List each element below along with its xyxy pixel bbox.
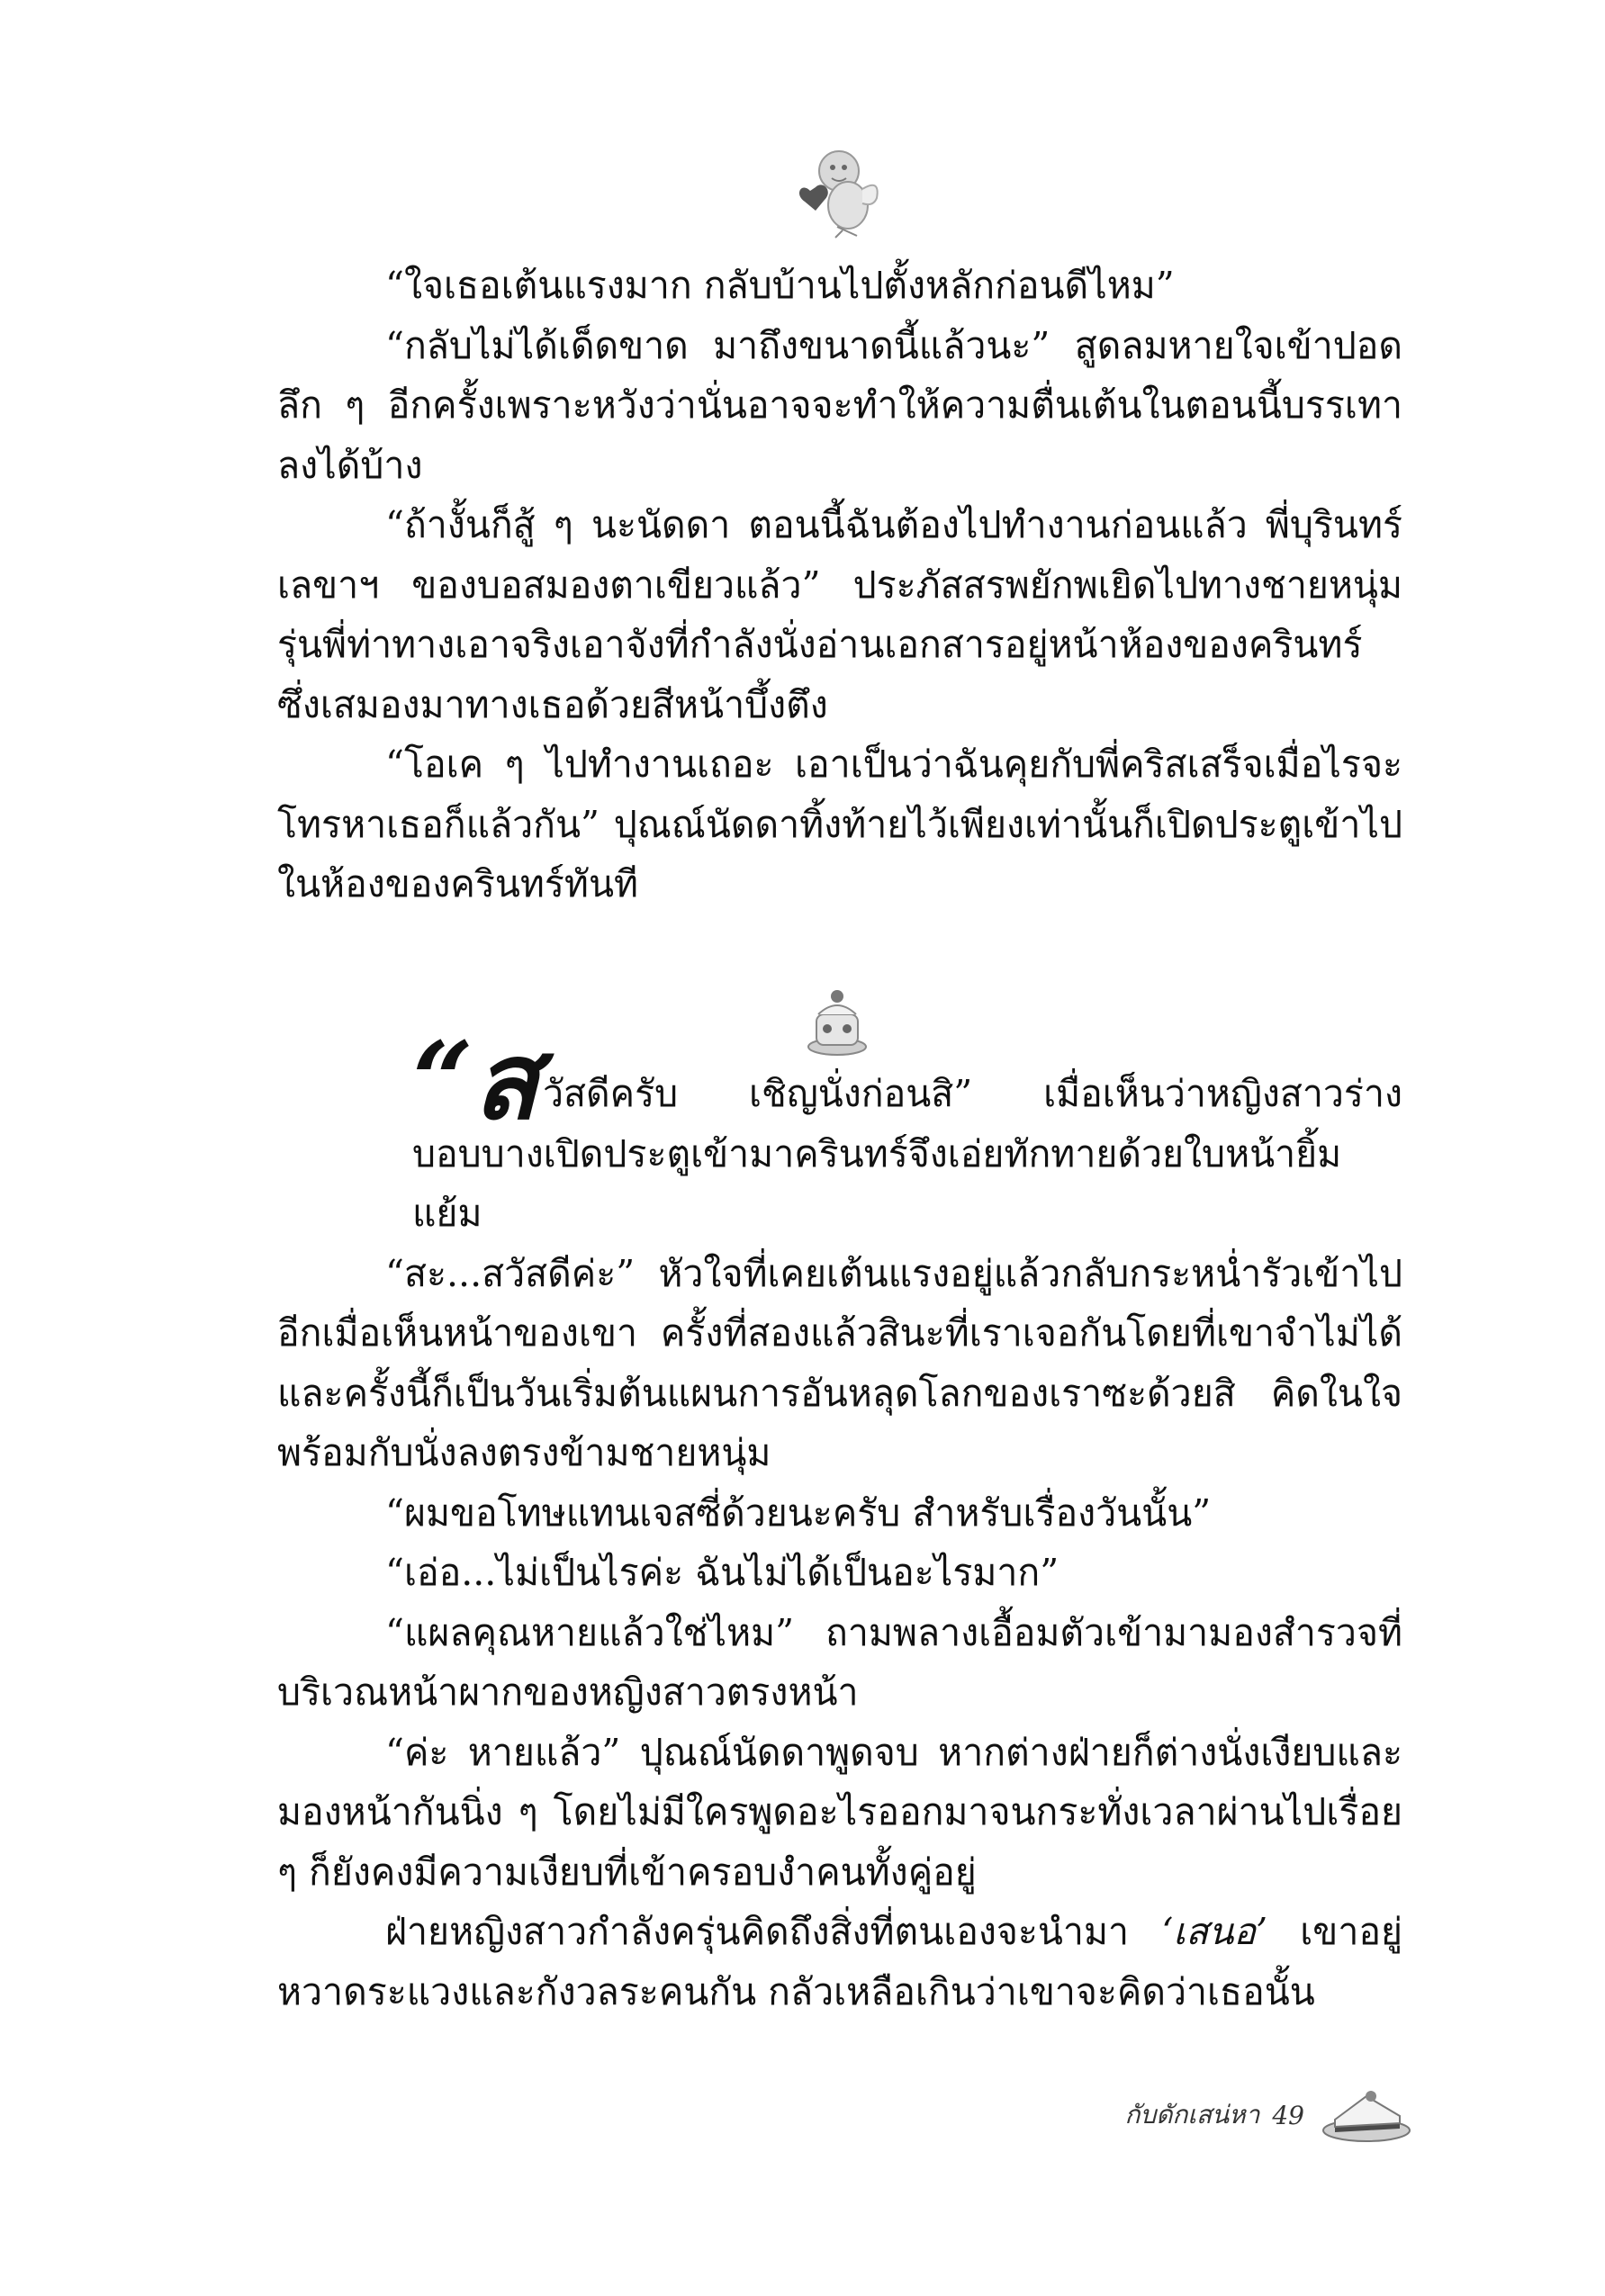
paragraph [277, 1902, 1402, 2021]
page-number: 49 [1272, 2100, 1304, 2130]
paragraph: “สะ...สวัสดีค่ะ” หัวใจที่เคยเต้นแรงอยู่แล้วกลับกระหน่ำรัวเข้าไปอีกเมื่อเห็นหน้าของเขา ครั้งที่สองแล้วสินะที่เราเจอกันโดยที่เขาจำไม่ได้ และครั้งนี้ก็เป็นวันเริ่มต้นแผนการอันหลุดโลกของเราซะด้วยสิ คิดในใจพร้อมกับนั่งลงตรงข้ามชายหนุ่ม [277, 1251, 1402, 1474]
drop-cap: “ส [412, 1018, 538, 1143]
paragraph: “โอเค ๆ ไปทำงานเถอะ เอาเป็นว่าฉันคุยกับพี่คริสเสร็จเมื่อไรจะโทรหาเธอก็แล้วกัน” ปุณณ์นัดดาทิ้งท้ายไว้เพียงเท่านั้นก็เปิดประตูเข้าไปในห้องของครินทร์ทันที [277, 743, 1402, 905]
drop-cap-text: วัสดีครับ เชิญนั่งก่อนสิ” เมื่อเห็นว่าหญิงสาวร่างบอบบางเปิดประตูเข้ามาครินทร์จึงเอ่ยทักทายด้วยใบหน้ายิ้มแย้ม [412, 1072, 1402, 1235]
drop-cap-paragraph [277, 1018, 1402, 1244]
paragraph: “ใจเธอเต้นแรงมาก กลับบ้านไปตั้งหลักก่อนดีไหม” [385, 264, 1175, 307]
book-title: กับดักเสน่หา [1124, 2100, 1260, 2129]
section-two [277, 1018, 1402, 2021]
paragraph-text: ฝ่ายหญิงสาวกำลังครุ่นคิดถึงสิ่งที่ตนเองจะนำมา [385, 1910, 1162, 1953]
paragraph: “แผลคุณหายแล้วใช่ไหม” ถามพลางเอื้อมตัวเข้ามามองสำรวจที่บริเวณหน้าผากของหญิงสาวตรงหน้า [277, 1610, 1402, 1714]
paragraph: “เอ่อ...ไม่เป็นไรค่ะ ฉันไม่ได้เป็นอะไรมาก” [385, 1551, 1059, 1594]
section-one [277, 256, 1402, 914]
emphasis-word: ‘เสนอ’ [1161, 1910, 1268, 1953]
paragraph: “กลับไม่ได้เด็ดขาด มาถึงขนาดนี้แล้วนะ” สูดลมหายใจเข้าปอดลึก ๆ อีกครั้งเพราะหวังว่านั่นอาจจะทำให้ความตื่นเต้นในตอนนี้บรรเทาลงได้บ้าง [277, 323, 1402, 487]
paragraph: “ถ้างั้นก็สู้ ๆ นะนัดดา ตอนนี้ฉันต้องไปทำงานก่อนแล้ว พี่บุรินทร์เลขาฯ ของบอสมองตาเขียวแล้ว” ประภัสสรพยักพเยิดไปทางชายหนุ่มรุ่นพี่ท่าทางเอาจริงเอาจังที่กำลังนั่งอ่านเอกสารอยู่หน้าห้องของครินทร์ซึ่งเสมองมาทางเธอด้วยสีหน้าบึ้งตึง [277, 503, 1402, 726]
cake-slice-icon [1317, 2084, 1416, 2147]
paragraph: “ผมขอโทษแทนเจสซี่ด้วยนะครับ สำหรับเรื่องวันนั้น” [385, 1490, 1212, 1535]
page-footer [1125, 2079, 1416, 2151]
paragraph: “ค่ะ หายแล้ว” ปุณณ์นัดดาพูดจบ หากต่างฝ่ายก็ต่างนั่งเงียบและมองหน้ากันนิ่ง ๆ โดยไม่มีใครพูดอะไรออกมาจนกระทั่งเวลาผ่านไปเรื่อย ๆ ก็ยังคงมีความเงียบที่เข้าครอบงำคนทั้งคู่อยู่ [277, 1730, 1402, 1894]
cupid-ornament-icon [783, 135, 891, 243]
paragraph-text: เขาอยู่ หวาดระแวงและกังวลระคนกัน กลัวเหลือเกินว่าเขาจะคิดว่าเธอนั้น [277, 1910, 1402, 2013]
cake-ornament-icon [797, 977, 878, 1062]
